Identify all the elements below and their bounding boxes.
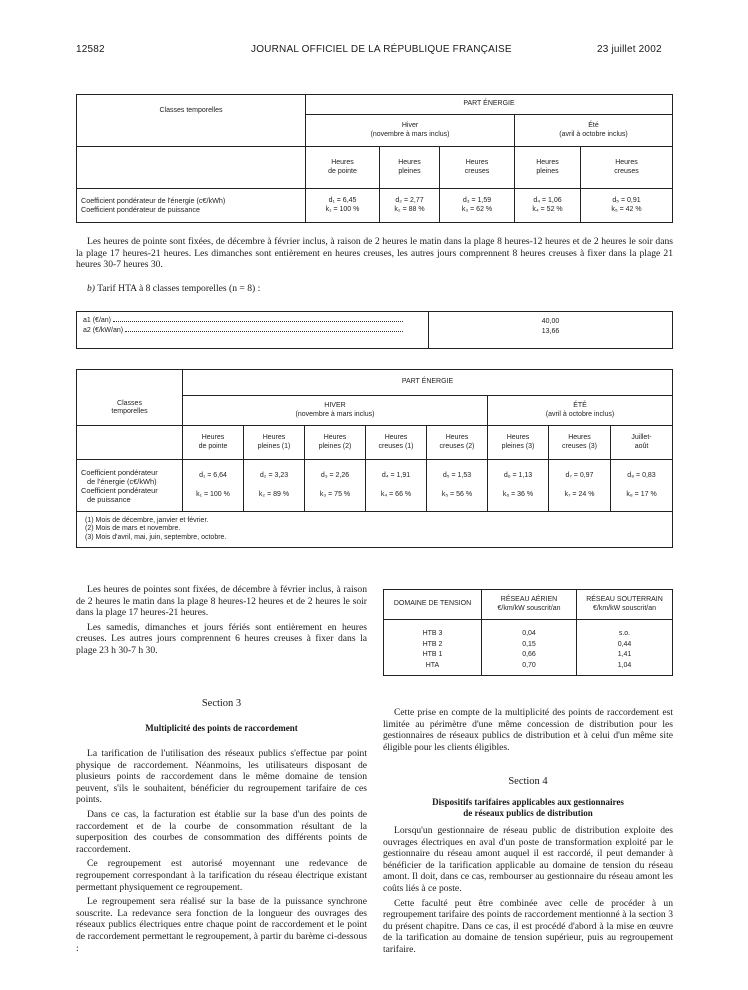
- k-value: k₁ = 100 %: [325, 205, 360, 213]
- col-header: creuses: [614, 167, 639, 175]
- footnote: (1) Mois de décembre, janvier et février.: [85, 516, 209, 524]
- classes-header: Classes: [117, 400, 142, 407]
- section-4-title-line: Dispositifs tarifaires applicables aux gestionnaires: [432, 797, 624, 807]
- col-header: creuses: [464, 167, 490, 175]
- d-value: d₈ = 0,83: [627, 472, 656, 480]
- ete-subheader: (avril à octobre inclus): [559, 130, 628, 138]
- d-value: d₅ = 1,53: [442, 472, 472, 480]
- d-value: d₂ = 2,77: [395, 197, 424, 205]
- left-column-body: [76, 748, 367, 957]
- aerien-cell: 0,70: [522, 661, 536, 669]
- d-value: d₅ = 0,91: [612, 197, 641, 205]
- col-header: pleines: [536, 167, 559, 175]
- paragraph: Ce regroupement est autorisé moyennant une redevance de regroupement correspondant à la tarification du réseau électrique existant permettant physiquement ce regroupement.: [76, 858, 367, 893]
- paragraph: Les samedis, dimanches et jours fériés sont entièrement en heures creuses. Les autres jours comprennent 6 heures creuses à fixer dans la plage 23 h 30-7 h 30.: [76, 621, 367, 656]
- k-value: k₆ = 36 %: [502, 490, 534, 498]
- col-header: août: [634, 442, 649, 450]
- k-value: k₃ = 62 %: [461, 205, 493, 213]
- col-header: pleines (3): [501, 442, 535, 450]
- souterrain-cell: 1,04: [617, 661, 632, 669]
- k-value: k₃ = 75 %: [319, 490, 351, 498]
- col-header: Heures: [331, 159, 354, 167]
- paragraph: Le regroupement sera réalisé sur la base de la puissance synchrone souscrite. La redevance sera fonction de la longueur des ouvrages des réseaux publics électriques entre chaque point de raccordement et le point de raccordement permettant le regroupement, à partir du barème ci-dessous :: [76, 896, 367, 954]
- hiver-header: HIVER: [324, 402, 346, 410]
- tariff-table-5-classes: [76, 94, 673, 223]
- paragraph: La tarification de l'utilisation des réseaux publics s'effectue par point physique de raccordement. Néanmoins, les utilisateurs disposant de plusieurs points de raccordement dans le même domaine de tension peuvent, s'ils le souhaitent, bénéficier du regroupement tarifaire de ces points.: [76, 748, 367, 806]
- col-header: de pointe: [198, 442, 228, 450]
- k-value: k₅ = 56 %: [441, 490, 473, 498]
- souterrain-cell: 0,44: [617, 640, 632, 648]
- col-header: RÉSEAU SOUTERRAIN: [586, 596, 663, 604]
- tension-cell: HTB 3: [422, 630, 443, 637]
- tarif-hta-heading: [76, 283, 673, 295]
- paragraph-heures-pointe: Les heures de pointe sont fixées, de décembre à février inclus, à raison de 2 heures le matin dans la plage 8 heures-12 heures et de 2 heures le soir dans la plage 17 heures-21 heures. Les dimanches sont entièrement en heures creuses, les autres jours comprennent 8 heures creuses à fixer dans la plage 21 heures 30-7 heures 30.: [76, 236, 673, 271]
- item-text: Tarif HTA à 8 classes temporelles (n = 8) :: [97, 283, 261, 294]
- col-header: Heures: [445, 434, 469, 442]
- paragraph: Lorsqu'un gestionnaire de réseau public de distribution exploite des ouvrages électriques en aval d'un poste de transformation exploité par le gestionnaire du réseau amont auquel il est raccordé, il peut demander à bénéficier de la tarification applicable au domaine de tension du réseau amont. Il doit, dans ce cas, rembourser au gestionnaire du réseau amont les coûts liés à ce poste.: [383, 825, 673, 894]
- col-header: Heures: [465, 159, 489, 167]
- k-value: k₈ = 17 %: [626, 490, 657, 498]
- classes-header: Classes temporelles: [77, 95, 306, 147]
- col-header: creuses (1): [378, 442, 414, 450]
- d-value: d₃ = 1,59: [462, 197, 492, 205]
- col-header: Juillet-: [631, 434, 652, 442]
- footnote: (3) Mois d'avril, mai, juin, septembre, octobre.: [85, 533, 227, 541]
- page-number: 12582: [76, 44, 105, 55]
- tension-cell: HTA: [425, 661, 440, 669]
- col-header: pleines (1): [257, 442, 291, 450]
- a2-label: a2 (€/kW/an): [83, 327, 124, 334]
- col-header: DOMAINE DE TENSION: [384, 590, 482, 620]
- k-value: k₁ = 100 %: [196, 490, 230, 498]
- section-3-title: Multiplicité des points de raccordement: [145, 723, 298, 733]
- col-header: pleines (2): [318, 442, 352, 450]
- row-label-puissance: Coefficient pondérateur: [81, 485, 158, 495]
- col-header: pleines: [398, 167, 421, 175]
- section-4-heading: Section 4: [508, 776, 548, 787]
- ete-header: Été: [588, 122, 599, 130]
- col-header: creuses (2): [439, 442, 475, 450]
- aerien-cell: 0,66: [522, 651, 536, 658]
- d-value: d₆ = 1,13: [503, 472, 533, 480]
- aerien-cell: 0,04: [522, 630, 536, 637]
- d-value: d₁ = 6,45: [328, 197, 357, 205]
- issue-date: 23 juillet 2002: [597, 44, 662, 55]
- item-letter: b): [87, 283, 95, 294]
- tariff-table-8-classes: [76, 369, 673, 548]
- k-value: k₄ = 52 %: [532, 205, 563, 213]
- col-header: Heures: [615, 159, 638, 167]
- a2-value: 13,66: [541, 328, 560, 335]
- regroupement-table: [383, 589, 673, 676]
- row-label-puissance-2: de puissance: [87, 494, 131, 504]
- col-header: Heures: [506, 434, 530, 442]
- col-header-unit: €/km/kW souscrit/an: [497, 604, 561, 612]
- souterrain-cell: 1,41: [617, 651, 632, 658]
- paragraph: Les heures de pointes sont fixées, de décembre à février inclus, à raison de 2 heures le matin dans la plage 8 heures-12 heures et de 2 heures le soir dans la plage 17 heures-21 heures.: [76, 584, 367, 619]
- col-header: de pointe: [328, 167, 357, 175]
- aerien-cell: 0,15: [522, 640, 536, 648]
- col-header: Heures: [323, 434, 347, 442]
- tension-cell: HTB 1: [422, 651, 443, 658]
- a1-value: 40,00: [541, 318, 560, 325]
- souterrain-cell: s.o.: [618, 630, 631, 637]
- left-column-intro: [76, 584, 367, 660]
- k-value: k₇ = 24 %: [564, 490, 595, 498]
- footnote: (2) Mois de mars et novembre.: [85, 525, 181, 533]
- d-value: d₄ = 1,91: [381, 472, 411, 480]
- section-4-title: [383, 797, 673, 819]
- row-label-energie: Coefficient pondérateur de l'énergie (c€/kWh): [81, 195, 226, 205]
- hiver-subheader: (novembre à mars inclus): [370, 130, 450, 138]
- col-header: Heures: [262, 434, 286, 442]
- ete-header: ÉTÉ: [573, 402, 587, 410]
- right-column-intro: [383, 707, 673, 756]
- hiver-header: Hiver: [401, 122, 419, 130]
- k-value: k₄ = 66 %: [380, 490, 412, 498]
- row-label-energie: Coefficient pondérateur: [81, 467, 158, 477]
- d-value: d₃ = 2,26: [320, 472, 350, 480]
- d-value: d₂ = 3,23: [259, 472, 289, 480]
- section-4-title-line: de réseaux publics de distribution: [463, 808, 593, 818]
- d-value: d₄ = 1,06: [533, 197, 562, 205]
- section-3-heading: Section 3: [201, 698, 242, 709]
- d-value: d₁ = 6,64: [199, 472, 227, 480]
- tarif-hta-fixed-box: [76, 311, 673, 349]
- paragraph: Cette prise en compte de la multiplicité des points de raccordement est limitée au périmètre d'une même concession de distribution pour les gestionnaires de réseaux publics de distribution et à celui d'un même site éligible pour les clients éligibles.: [383, 707, 673, 753]
- col-header: Heures: [201, 434, 225, 442]
- col-header: Heures: [568, 434, 591, 442]
- part-energie-header: PART ÉNERGIE: [183, 370, 673, 396]
- part-energie-header: PART ÉNERGIE: [306, 95, 673, 115]
- k-value: k₅ = 42 %: [611, 205, 642, 213]
- row-label-energie-unit: de l'énergie (c€/kWh): [87, 476, 157, 486]
- k-value: k₂ = 89 %: [258, 490, 290, 498]
- d-value: d₇ = 0,97: [565, 472, 594, 480]
- col-header: creuses (3): [561, 442, 597, 450]
- paragraph: Cette faculté peut être combinée avec celle de procéder à un regroupement tarifaire des points de raccordement mentionné à la section 3 du présent chapitre. Dans ce cas, il est procédé d'abord à la mise en œuvre de la tarification au domaine de tension supérieur, puis au regroupement tarifaire.: [383, 897, 673, 955]
- col-header-unit: €/km/kW souscrit/an: [592, 604, 656, 612]
- dotted-leader: [125, 331, 403, 332]
- col-header: Heures: [398, 159, 421, 167]
- right-column-body: [383, 825, 673, 959]
- a1-label: a1 (€/an): [83, 317, 112, 324]
- row-label-puissance: Coefficient pondérateur de puissance: [81, 204, 200, 214]
- ete-subheader: (avril à octobre inclus): [545, 410, 615, 418]
- classes-header: temporelles: [111, 408, 148, 416]
- k-value: k₂ = 88 %: [394, 205, 425, 213]
- dotted-leader: [113, 321, 403, 322]
- col-header: RÉSEAU AÉRIEN: [500, 596, 558, 604]
- col-header: Heures: [384, 434, 408, 442]
- col-header: Heures: [536, 159, 559, 167]
- journal-title: JOURNAL OFFICIEL DE LA RÉPUBLIQUE FRANÇAISE: [251, 44, 512, 55]
- hiver-subheader: (novembre à mars inclus): [295, 410, 375, 418]
- paragraph: Dans ce cas, la facturation est établie sur la base d'un des points de raccordement et de la courbe de consommation résultant de la superposition des courbes de consommation des différents points de raccordement.: [76, 808, 367, 855]
- tension-cell: HTB 2: [422, 640, 443, 648]
